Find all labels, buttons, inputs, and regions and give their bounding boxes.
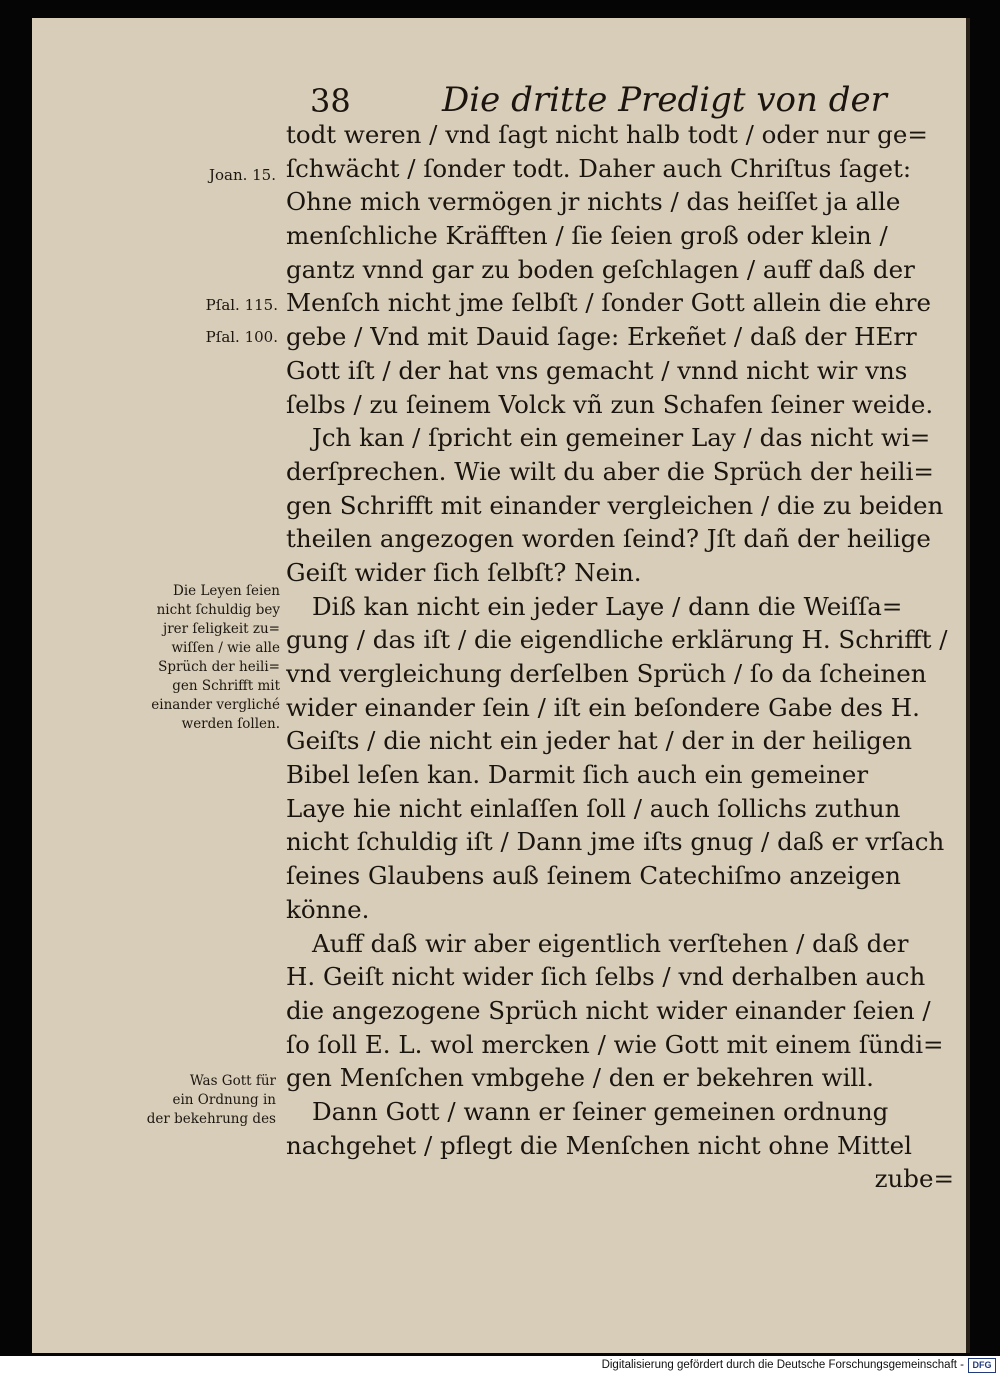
margin-note-line: ein Ordnung in [172,1092,276,1108]
margin-note-laity [112,582,280,734]
text-line: ſchwächt / ſonder todt. Daher auch Chriſtus ſaget: [286,153,912,183]
text-line: gung / das iſt / die eigendliche erklärung H. Schrifft / [286,625,948,655]
text-line: wider einander ſein / iſt ein beſondere Gabe des H. [286,692,920,722]
funding-credit: Digitalisierung gefördert durch die Deutsche Forschungsgemeinschaft - [601,1359,964,1371]
text-line: Bibel leſen kan. Darmit ſich auch ein gemeiner [286,760,869,790]
margin-reference-joan: Joan. 15. [208,166,276,184]
text-line: nachgehet / pflegt die Menſchen nicht ohne Mittel [286,1130,912,1160]
margin-reference-psalm-115: Pſal. 115. [205,296,278,314]
margin-note-line: werden ſollen. [181,716,280,732]
margin-note-order [104,1072,276,1129]
text-line: ſelbs / zu ſeinem Volck vñ zun Schafen ſeiner weide. [286,389,934,419]
margin-note-line: gen Schrifft mit [172,678,280,694]
text-line: Laye hie nicht einlaſſen ſoll / auch ſollichs zuthun [286,793,901,823]
text-line: Geiſts / die nicht ein jeder hat / der in der heiligen [286,726,913,756]
margin-note-line: jrer ſeligkeit zu= [163,621,280,637]
text-line: H. Geiſt nicht wider ſich ſelbs / vnd derhalben auch [286,962,926,992]
text-line: gantz vnnd gar zu boden geſchlagen / auff daß der [286,254,915,284]
running-title: Die dritte Predigt von der [442,80,887,120]
footer-bar [0,1356,1000,1376]
text-line: könne. [286,894,370,924]
text-line: ſo ſoll E. L. wol mercken / wie Gott mit einem ſündi= [286,1029,944,1059]
text-line: todt weren / vnd ſagt nicht halb todt / oder nur ge= [286,120,928,149]
text-line: ſeines Glaubens auß ſeinem Catechiſmo anzeigen [286,861,901,891]
text-line: nicht ſchuldig iſt / Dann jme iſts gnug / daß er vrſach [286,827,945,857]
catchword: zube= [874,1164,954,1194]
text-line: die angezogene Sprüch nicht wider einander ſeien / [286,995,931,1025]
text-line: derſprechen. Wie wilt du aber die Sprüch der heili= [286,456,934,486]
margin-note-line: Was Gott für [189,1073,276,1089]
margin-note-line: Die Leyen ſeien [173,583,280,599]
text-line: Diß kan nicht ein jeder Laye / dann die Weiſſa= [312,591,903,621]
margin-note-line: nicht ſchuldig bey [156,602,280,618]
margin-reference-psalm-100: Pſal. 100. [205,328,278,346]
margin-note-line: einander vergliché [151,697,280,713]
margin-note-line: Sprüch der heili= [158,659,280,675]
margin-note-line: der bekehrung des [146,1111,276,1127]
text-line: menſchliche Kräfften / ſie ſeien groß oder klein / [286,221,888,251]
body-text [286,118,966,1196]
text-line: theilen angezogen worden ſeind? Jſt dañ der heilige [286,524,931,554]
text-line: vnd vergleichung derſelben Sprüch / ſo da ſcheinen [286,659,927,688]
margin-note-line: wiſſen / wie alle [171,640,280,656]
page-number: 38 [310,82,351,120]
text-line: Dann Gott / wann er ſeiner gemeinen ordnung [312,1096,889,1126]
text-line: gebe / Vnd mit Dauid ſage: Erkeñet / daß der HErr [286,322,917,352]
text-line: Geiſt wider ſich ſelbſt? Nein. [286,557,642,587]
text-line: Ohne mich vermögen jr nichts / das heiſſet ja alle [286,187,901,217]
text-line: gen Menſchen vmbgehe / den er bekehren will. [286,1063,874,1093]
dfg-logo-text: DFG [972,1360,992,1370]
text-line: Auff daß wir aber eigentlich verſtehen / daß der [312,928,909,958]
text-line: gen Schrifft mit einander vergleichen / die zu beiden [286,490,944,520]
text-line: Jch kan / ſpricht ein gemeiner Lay / das nicht wi= [312,423,931,453]
text-line: Menſch nicht jme ſelbſt / ſonder Gott allein die ehre [286,288,931,318]
text-line: Gott iſt / der hat vns gemacht / vnnd nicht wir vns [286,355,908,385]
dfg-logo-icon [968,1358,996,1373]
